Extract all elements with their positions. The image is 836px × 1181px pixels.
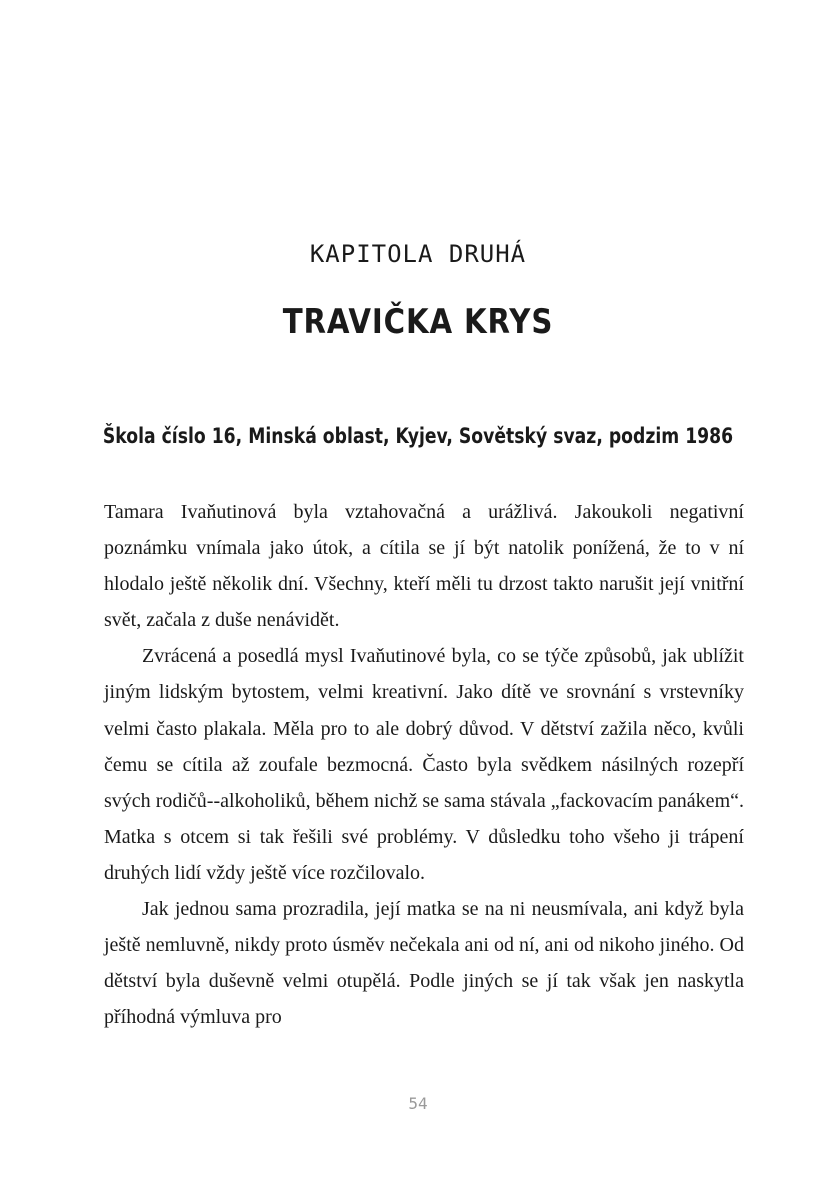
paragraph-1: Tamara Ivaňutinová byla vztahovačná a urážlivá. Jakoukoli negativní poznámku vnímala jako útok, a cítila se jí být natolik ponížená, že to v ní hlodalo ještě několik dní. Všechny, kteří měli tu drzost takto narušit její vnitřní svět, začala z duše nenávidět.	[104, 501, 744, 632]
paragraph-2: Zvrácená a posedlá mysl Ivaňutinové byla, co se týče způsobů, jak ublížit jiným lidským bytostem, velmi kreativní. Jako dítě ve srovnání s vrstevníky velmi často plakala. Měla pro to ale dobrý důvod. V dětství zažila něco, kvůli čemu se cítila až zoufale bezmocná. Často byla svědkem násilných rozepří svých rodičů--alkoholiků, během nichž se sama stávala „fackovacím panákem“. Matka s otcem si tak řešili své problémy. V důsledku toho všeho ji trápení druhých lidí vždy ještě více rozčilovalo.	[104, 645, 744, 884]
chapter-label: KAPITOLA DRUHÁ	[309, 240, 527, 268]
chapter-title: TRAVIČKA KRYS	[282, 302, 554, 342]
location-dateline: Škola číslo 16, Minská oblast, Kyjev, Sovětský svaz, podzim 1986	[102, 424, 734, 448]
page-number: 54	[408, 1094, 428, 1113]
body-text	[104, 494, 744, 1035]
paragraph-3: Jak jednou sama prozradila, její matka se na ni neusmívala, ani když byla ještě nemluvně, nikdy proto úsměv nečekala ani od ní, ani od nikoho jiného. Od dětství byla duševně velmi otupělá. Podle jiných se jí tak však jen naskytla příhodná výmluva pro	[104, 898, 744, 1029]
